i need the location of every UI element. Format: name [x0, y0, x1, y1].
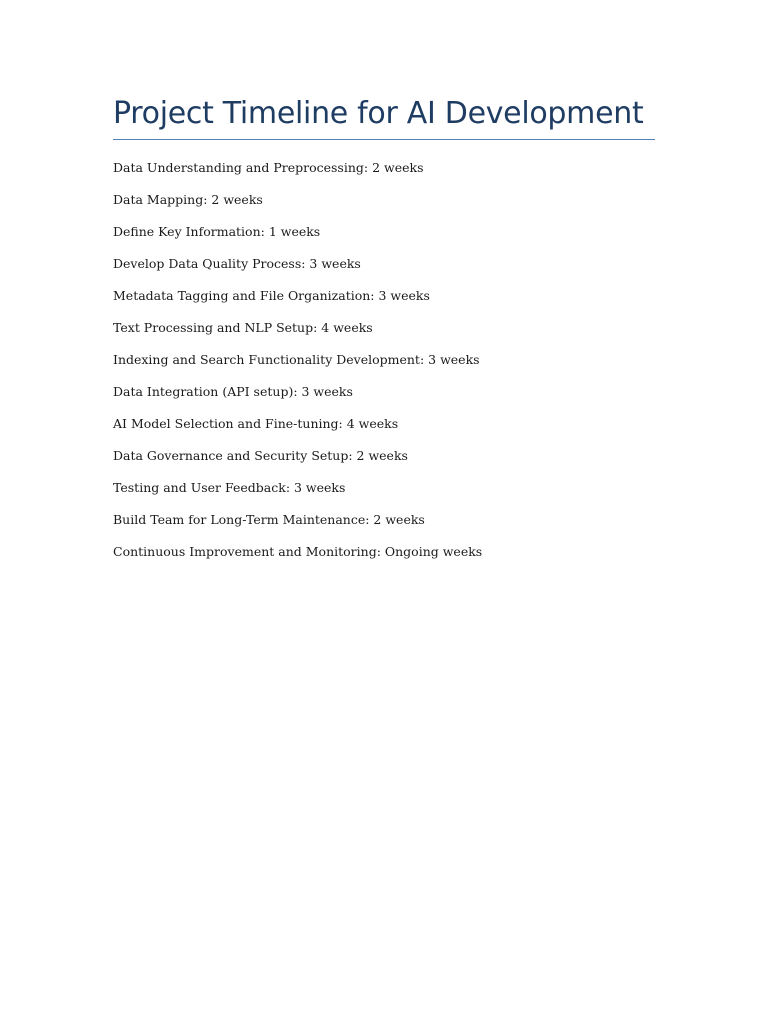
timeline-item: Metadata Tagging and File Organization: 3 weeks: [113, 288, 430, 303]
timeline-item: Continuous Improvement and Monitoring: Ongoing weeks: [113, 544, 483, 559]
timeline-item: AI Model Selection and Fine-tuning: 4 weeks: [113, 416, 399, 431]
timeline-item: Build Team for Long-Term Maintenance: 2 weeks: [113, 512, 425, 527]
timeline-item: Data Mapping: 2 weeks: [113, 192, 263, 207]
timeline-item: Testing and User Feedback: 3 weeks: [113, 480, 346, 495]
timeline-item: Data Governance and Security Setup: 2 weeks: [113, 448, 408, 463]
timeline-item: Data Integration (API setup): 3 weeks: [113, 384, 353, 399]
timeline-item: Data Understanding and Preprocessing: 2 weeks: [113, 160, 424, 175]
document-title: Project Timeline for AI Development: [113, 96, 644, 131]
timeline-item: Define Key Information: 1 weeks: [113, 224, 321, 239]
title-underline-divider: [113, 139, 655, 140]
timeline-item: Develop Data Quality Process: 3 weeks: [113, 256, 361, 271]
timeline-item: Indexing and Search Functionality Development: 3 weeks: [113, 352, 480, 367]
timeline-item: Text Processing and NLP Setup: 4 weeks: [113, 320, 373, 335]
timeline-list: [113, 158, 482, 574]
